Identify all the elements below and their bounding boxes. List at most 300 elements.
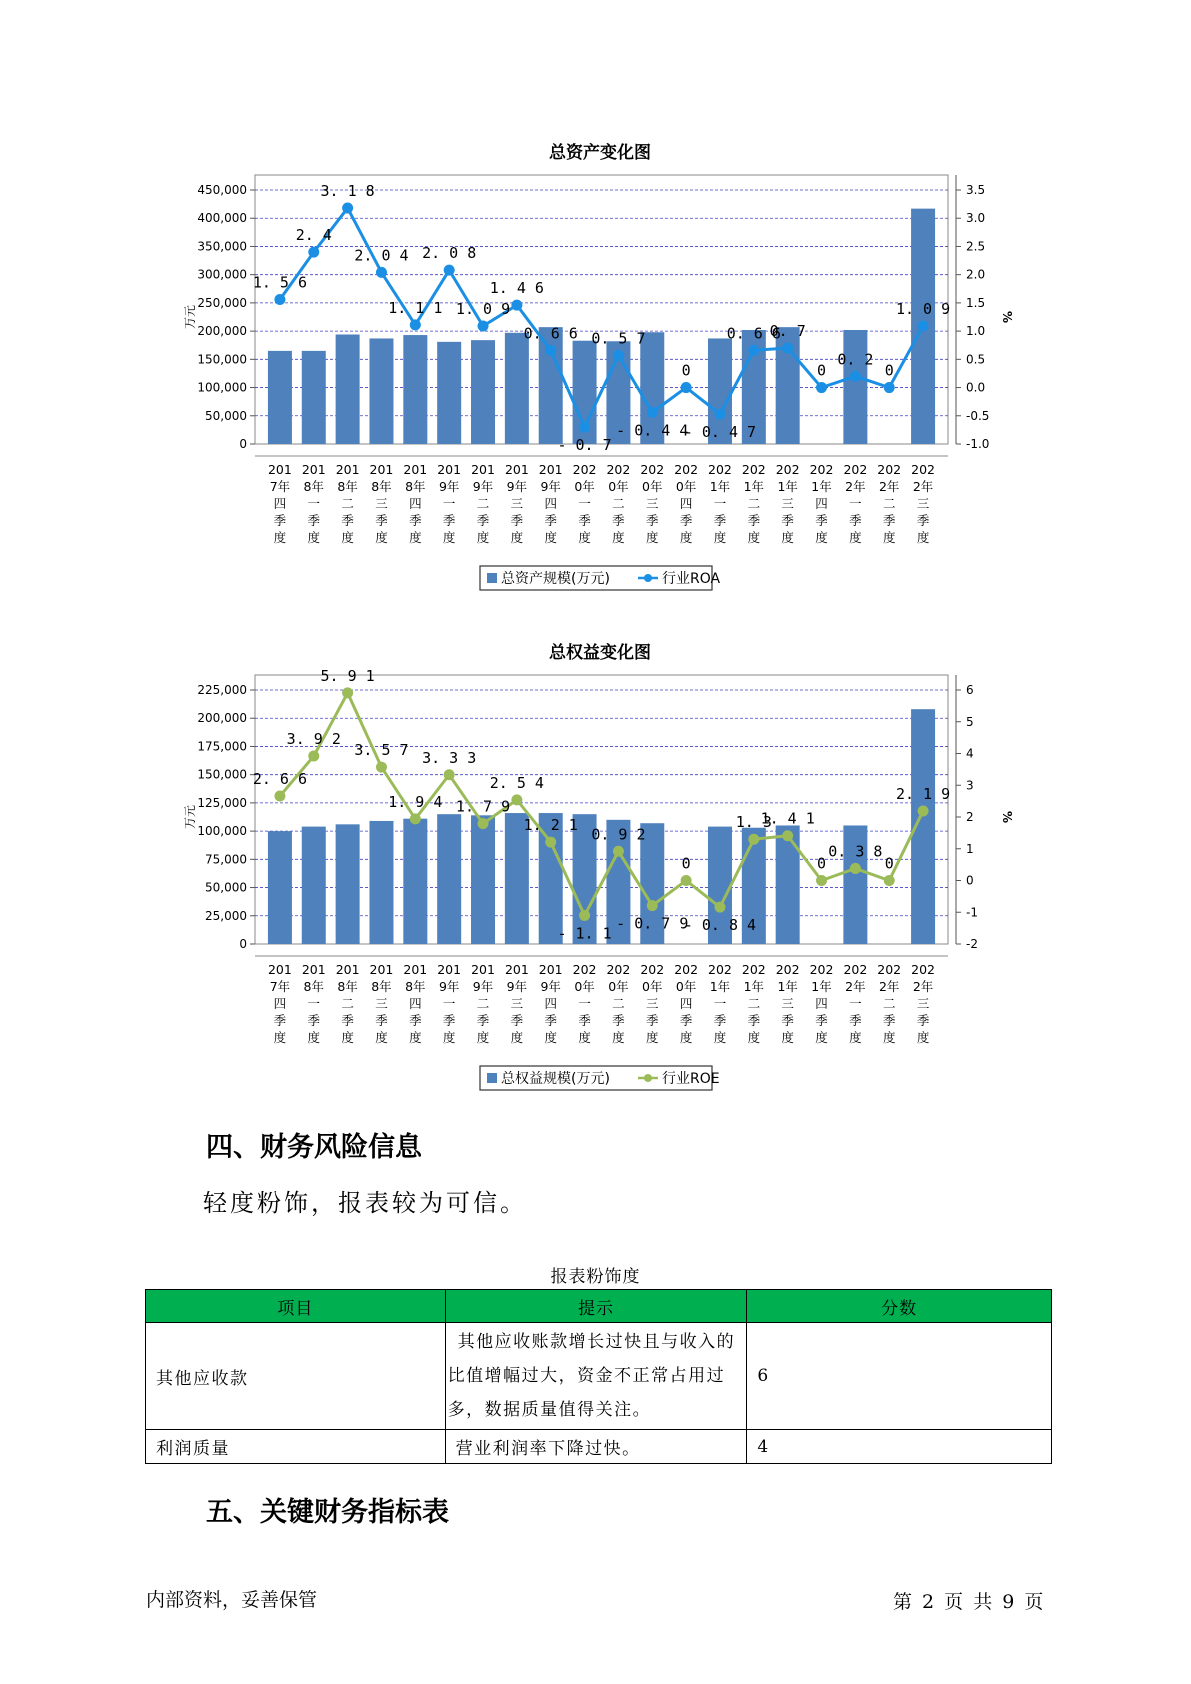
data-label: 0. 9 2 (591, 825, 646, 844)
x-tick-label: 季 (849, 513, 862, 528)
x-tick-label: 度 (341, 530, 354, 545)
y2-tick-label: 2 (966, 810, 974, 824)
line-point (816, 875, 827, 886)
x-tick-label: 202 (809, 962, 834, 977)
x-tick-label: 201 (437, 462, 462, 477)
x-tick-label: 9年 (506, 979, 528, 994)
data-label: 2. 0 8 (422, 244, 477, 263)
x-tick-label: 度 (849, 530, 862, 545)
data-label: - 0. 7 9 (616, 914, 689, 933)
bar (369, 821, 393, 944)
x-tick-label: 二 (747, 996, 761, 1011)
x-tick-label: 四 (544, 496, 557, 511)
x-tick-label: 1年 (743, 979, 765, 994)
x-tick-label: 三 (375, 996, 388, 1011)
data-label: 3. 3 3 (422, 748, 477, 767)
x-tick-label: 度 (409, 1030, 422, 1045)
x-tick-label: 201 (538, 462, 563, 477)
line-point (376, 267, 387, 278)
x-tick-label: 度 (713, 530, 727, 545)
y-tick-label: 25,000 (205, 908, 247, 923)
table-row (146, 1430, 1052, 1464)
x-tick-label: 201 (301, 462, 326, 477)
x-tick-label: 度 (510, 530, 524, 545)
x-tick-label: 度 (578, 530, 591, 545)
line-point (714, 902, 725, 913)
x-tick-label: 202 (741, 962, 766, 977)
x-tick-label: 202 (877, 462, 902, 477)
x-tick-label: 8年 (337, 979, 358, 994)
x-tick-label: 季 (646, 513, 659, 528)
total-assets-chart (0, 130, 1191, 600)
x-tick-label: 9年 (472, 479, 494, 494)
x-tick-label: 季 (341, 513, 354, 528)
x-tick-label: 0年 (675, 479, 697, 494)
section-heading-financial-risk: 四、财务风险信息 (206, 1132, 422, 1163)
y2-tick-label: -1.0 (966, 437, 990, 451)
x-tick-label: 季 (815, 513, 828, 528)
x-tick-label: 三 (646, 496, 659, 511)
y-tick-label: 250,000 (197, 295, 247, 310)
x-tick-label: 度 (646, 1030, 659, 1045)
x-tick-label: 0年 (574, 979, 595, 994)
x-tick-label: 一 (578, 496, 591, 511)
y2-tick-label: 1.0 (966, 324, 986, 339)
bar (336, 824, 360, 944)
x-tick-label: 二 (882, 996, 896, 1011)
legend-label: 总资产规模(万元) (501, 571, 610, 587)
data-label: 0 (884, 361, 894, 380)
y-tick-label: 0 (239, 937, 247, 951)
x-tick-label: 季 (510, 1013, 524, 1028)
y2-tick-label: 3 (966, 778, 974, 793)
x-tick-label: 度 (307, 530, 321, 545)
x-tick-label: 度 (273, 530, 287, 545)
x-tick-label: 度 (307, 1030, 321, 1045)
data-label: 2. 5 4 (489, 773, 544, 792)
x-tick-label: 一 (307, 996, 321, 1011)
table-row (146, 1323, 1052, 1430)
table-cell-hint: 营业利润率下降过快。 (445, 1430, 747, 1464)
x-tick-label: 9年 (472, 979, 494, 994)
x-tick-label: 季 (273, 1013, 287, 1028)
x-tick-label: 季 (747, 513, 761, 528)
x-tick-label: 一 (849, 996, 862, 1011)
data-label: 1. 4 6 (489, 279, 544, 298)
line-point (410, 319, 421, 330)
x-tick-label: 9年 (506, 479, 528, 494)
legend-bar-swatch (487, 573, 497, 583)
x-tick-label: 0年 (574, 479, 595, 494)
line-point (274, 294, 285, 305)
data-label: - 0. 7 (557, 436, 612, 455)
x-tick-label: 季 (815, 1013, 828, 1028)
risk-summary-text: 轻度粉饰，报表较为可信。 (203, 1189, 527, 1217)
legend-line-marker (644, 574, 652, 582)
x-tick-label: 202 (911, 462, 936, 477)
x-tick-label: 度 (646, 530, 659, 545)
x-tick-label: 度 (409, 530, 422, 545)
x-tick-label: 季 (747, 1013, 761, 1028)
x-tick-label: 四 (815, 996, 828, 1011)
x-tick-label: 季 (510, 513, 524, 528)
x-tick-label: 度 (544, 530, 557, 545)
data-label: - 0. 4 4 (616, 421, 689, 440)
x-tick-label: 一 (307, 496, 321, 511)
x-tick-label: 2年 (878, 479, 900, 494)
line-point (342, 687, 353, 698)
data-label: 0. 5 7 (591, 329, 646, 348)
y2-tick-label: -1 (966, 905, 978, 920)
x-tick-label: 度 (916, 530, 930, 545)
line-point (681, 382, 692, 393)
x-tick-label: 二 (476, 996, 490, 1011)
line-point (511, 794, 522, 805)
x-tick-label: 201 (471, 962, 495, 977)
x-tick-label: 202 (606, 462, 631, 477)
data-label: 1. 3 (735, 813, 772, 832)
legend-line-marker (644, 1074, 652, 1082)
x-tick-label: 202 (572, 962, 597, 977)
line-point (579, 422, 590, 433)
y2-tick-label: 3.5 (966, 183, 986, 197)
bar (302, 827, 326, 944)
x-tick-label: 202 (843, 962, 868, 977)
y2-tick-label: 2.5 (966, 239, 986, 254)
x-tick-label: 三 (375, 496, 388, 511)
data-label: 1. 2 1 (523, 816, 578, 835)
x-tick-label: 一 (442, 496, 456, 511)
x-tick-label: 1年 (811, 979, 832, 994)
bar (471, 815, 495, 944)
x-tick-label: 三 (510, 496, 524, 511)
x-tick-label: 三 (510, 996, 524, 1011)
x-tick-label: 度 (578, 1030, 591, 1045)
bar (403, 819, 427, 944)
x-tick-label: 一 (713, 996, 727, 1011)
x-tick-label: 202 (640, 462, 665, 477)
x-tick-label: 季 (476, 513, 490, 528)
data-label: 0. 6 6 (523, 324, 578, 343)
x-tick-label: 1年 (709, 979, 731, 994)
x-tick-label: 1年 (777, 479, 798, 494)
x-tick-label: 8年 (303, 979, 325, 994)
line-point (444, 265, 455, 276)
x-tick-label: 8年 (405, 979, 426, 994)
legend-bar-swatch (487, 1073, 497, 1083)
x-tick-label: 2年 (912, 479, 934, 494)
x-tick-label: 7年 (269, 979, 291, 994)
table-cell-item: 利润质量 (146, 1430, 446, 1464)
y-tick-label: 400,000 (197, 211, 247, 226)
bar (505, 333, 529, 444)
y-axis-label: 万元 (183, 804, 197, 830)
x-tick-label: 四 (815, 496, 828, 511)
y2-tick-label: 5 (966, 714, 974, 729)
x-tick-label: 四 (273, 996, 287, 1011)
y-tick-label: 0 (239, 437, 247, 451)
x-tick-label: 201 (369, 962, 394, 977)
x-tick-label: 二 (612, 496, 625, 511)
x-tick-label: 度 (882, 530, 896, 545)
x-tick-label: 0年 (608, 979, 629, 994)
x-tick-label: 8年 (303, 479, 325, 494)
x-tick-label: 一 (578, 996, 591, 1011)
y2-tick-label: 0.5 (966, 352, 986, 367)
x-tick-label: 202 (775, 462, 800, 477)
line-point (308, 247, 319, 258)
x-tick-label: 度 (375, 1030, 388, 1045)
bar (403, 335, 427, 444)
x-tick-label: 度 (341, 1030, 354, 1045)
bar (302, 351, 326, 444)
data-label: 0 (681, 854, 691, 873)
x-tick-label: 度 (679, 530, 693, 545)
x-tick-label: 季 (409, 1013, 422, 1028)
table-header-hint: 提示 (445, 1290, 747, 1323)
y-tick-label: 300,000 (197, 267, 247, 282)
x-tick-label: 三 (781, 996, 794, 1011)
x-tick-label: 二 (747, 496, 761, 511)
x-tick-label: 季 (713, 513, 727, 528)
table-caption: 报表粉饰度 (550, 1267, 641, 1287)
line-point (478, 818, 489, 829)
legend-label: 总权益规模(万元) (501, 1071, 610, 1087)
table-header-row (146, 1290, 1052, 1323)
x-tick-label: 度 (713, 1030, 727, 1045)
x-tick-label: 202 (606, 962, 631, 977)
data-label: - 1. 1 (557, 924, 612, 943)
x-tick-label: 8年 (405, 479, 426, 494)
x-tick-label: 202 (843, 462, 868, 477)
line-point (613, 350, 624, 361)
x-tick-label: 二 (341, 996, 354, 1011)
line-point (748, 834, 759, 845)
x-tick-label: 季 (578, 1013, 591, 1028)
x-tick-label: 201 (403, 962, 428, 977)
x-tick-label: 季 (544, 1013, 557, 1028)
table-cell-hint: 其他应收账款增长过快且与收入的比值增幅过大，资金不正常占用过多，数据质量值得关注。 (445, 1323, 747, 1430)
bar (437, 342, 461, 444)
bar (268, 351, 292, 444)
x-tick-label: 201 (504, 462, 529, 477)
data-label: 1. 7 9 (455, 797, 511, 816)
x-tick-label: 202 (572, 462, 597, 477)
y-tick-label: 225,000 (197, 683, 247, 697)
x-tick-label: 四 (273, 496, 287, 511)
x-tick-label: 三 (781, 496, 794, 511)
x-tick-label: 0年 (642, 479, 663, 494)
data-label: 1. 1 1 (388, 298, 443, 317)
x-tick-label: 季 (307, 1013, 321, 1028)
x-tick-label: 季 (882, 1013, 896, 1028)
x-tick-label: 季 (679, 513, 693, 528)
x-tick-label: 0年 (675, 979, 697, 994)
x-tick-label: 四 (544, 996, 557, 1011)
y-tick-label: 50,000 (205, 880, 247, 895)
x-tick-label: 度 (612, 530, 625, 545)
x-tick-label: 202 (674, 462, 699, 477)
y2-tick-label: 0 (966, 873, 974, 888)
x-tick-label: 季 (341, 1013, 354, 1028)
x-tick-label: 季 (646, 1013, 659, 1028)
table-cell-item: 其他应收款 (146, 1323, 446, 1430)
y-tick-label: 75,000 (205, 852, 247, 867)
y-tick-label: 100,000 (197, 380, 247, 395)
line-point (376, 762, 387, 773)
y-tick-label: 125,000 (197, 795, 247, 810)
data-label: 3. 5 7 (354, 741, 409, 760)
line-point (782, 830, 793, 841)
y-tick-label: 175,000 (197, 739, 247, 754)
x-tick-label: 季 (781, 1013, 794, 1028)
chart-title: 总权益变化图 (549, 643, 651, 663)
line-point (444, 769, 455, 780)
x-tick-label: 8年 (337, 479, 358, 494)
x-tick-label: 0年 (642, 979, 663, 994)
data-label: 0 (681, 361, 691, 380)
x-tick-label: 度 (916, 1030, 930, 1045)
y2-axis-label: % (1000, 810, 1014, 824)
line-point (850, 863, 861, 874)
line-point (478, 321, 489, 332)
report-whitewash-table (145, 1289, 1052, 1464)
x-tick-label: 1年 (811, 479, 832, 494)
x-tick-label: 度 (747, 1030, 761, 1045)
bar (471, 340, 495, 444)
data-label: 0. 6 6 (726, 324, 781, 343)
legend-label: 行业ROA (662, 571, 721, 587)
line-point (647, 407, 658, 418)
x-tick-label: 0年 (608, 479, 629, 494)
x-tick-label: 季 (476, 1013, 490, 1028)
data-label: 0. 3 8 (828, 842, 883, 861)
line-point (918, 321, 929, 332)
bar (539, 327, 563, 444)
data-label: 0. 7 (769, 322, 806, 341)
section-heading-key-indicators: 五、关键财务指标表 (206, 1497, 449, 1528)
data-label: - 0. 4 7 (683, 423, 757, 442)
x-tick-label: 201 (335, 462, 360, 477)
bar (336, 334, 360, 444)
x-tick-label: 季 (307, 513, 321, 528)
x-tick-label: 度 (849, 1030, 862, 1045)
table-cell-score: 4 (747, 1430, 1052, 1464)
x-tick-label: 202 (809, 462, 834, 477)
x-tick-label: 度 (781, 1030, 794, 1045)
line-point (410, 813, 421, 824)
x-tick-label: 202 (674, 962, 699, 977)
x-tick-label: 季 (916, 513, 930, 528)
x-tick-label: 9年 (438, 979, 460, 994)
x-tick-label: 季 (612, 513, 625, 528)
data-label: 2. 1 9 (895, 784, 951, 803)
x-tick-label: 一 (442, 996, 456, 1011)
data-label: 2. 6 6 (252, 770, 308, 789)
y2-tick-label: 0.0 (966, 380, 986, 395)
x-tick-label: 度 (442, 1030, 456, 1045)
x-tick-label: 三 (916, 496, 930, 511)
y-tick-label: 350,000 (197, 239, 247, 254)
y2-tick-label: 4 (966, 746, 974, 761)
x-tick-label: 季 (442, 1013, 456, 1028)
data-label: 1. 9 4 (388, 792, 443, 811)
x-tick-label: 季 (578, 513, 591, 528)
y2-tick-label: -0.5 (966, 408, 990, 423)
y-tick-label: 200,000 (197, 324, 247, 339)
x-tick-label: 度 (544, 1030, 557, 1045)
data-label: 5. 9 1 (320, 666, 375, 685)
line-point (884, 382, 895, 393)
bar (776, 825, 800, 944)
x-tick-label: 四 (409, 496, 422, 511)
line-point (748, 345, 759, 356)
footer-confidential-note: 内部资料，妥善保管 (146, 1589, 318, 1611)
line-point (545, 837, 556, 848)
data-label: 1. 0 9 (895, 300, 951, 319)
x-tick-label: 度 (375, 530, 388, 545)
x-tick-label: 度 (273, 1030, 287, 1045)
line-point (918, 805, 929, 816)
x-tick-label: 季 (273, 513, 287, 528)
x-tick-label: 2年 (845, 979, 866, 994)
bar (843, 330, 867, 444)
y2-tick-label: 6 (966, 683, 974, 697)
footer-page-number: 第 2 页 共 9 页 (893, 1591, 1046, 1613)
x-tick-label: 202 (877, 962, 902, 977)
x-tick-label: 二 (341, 496, 354, 511)
line-point (579, 910, 590, 921)
x-tick-label: 201 (267, 462, 292, 477)
line-point (613, 846, 624, 857)
x-tick-label: 1年 (743, 479, 765, 494)
x-tick-label: 度 (882, 1030, 896, 1045)
data-label: 0 (817, 361, 827, 380)
x-tick-label: 8年 (371, 979, 392, 994)
x-tick-label: 季 (916, 1013, 930, 1028)
data-label: 1. 4 1 (760, 809, 815, 828)
x-tick-label: 201 (437, 962, 462, 977)
data-label: 3. 1 8 (320, 182, 375, 201)
x-tick-label: 7年 (269, 479, 291, 494)
x-tick-label: 四 (679, 996, 693, 1011)
y2-tick-label: 1.5 (966, 295, 986, 310)
x-tick-label: 二 (476, 496, 490, 511)
x-tick-label: 9年 (438, 479, 460, 494)
line-point (511, 300, 522, 311)
chart-title: 总资产变化图 (549, 143, 651, 163)
y2-tick-label: 2.0 (966, 267, 986, 282)
x-tick-label: 201 (504, 962, 529, 977)
data-label: 2. 4 (295, 226, 332, 245)
x-tick-label: 202 (911, 962, 936, 977)
x-tick-label: 季 (713, 1013, 727, 1028)
x-tick-label: 度 (815, 530, 828, 545)
line-point (681, 875, 692, 886)
data-label: 0 (884, 854, 894, 873)
x-tick-label: 202 (640, 962, 665, 977)
x-tick-label: 度 (476, 530, 490, 545)
x-tick-label: 9年 (540, 479, 561, 494)
x-tick-label: 季 (679, 1013, 693, 1028)
data-label: 2. 0 4 (354, 246, 409, 265)
bar (268, 831, 292, 944)
x-tick-label: 度 (815, 1030, 828, 1045)
data-label: 1. 0 9 (455, 300, 511, 319)
x-tick-label: 二 (882, 496, 896, 511)
x-tick-label: 一 (849, 496, 862, 511)
x-tick-label: 二 (612, 996, 625, 1011)
